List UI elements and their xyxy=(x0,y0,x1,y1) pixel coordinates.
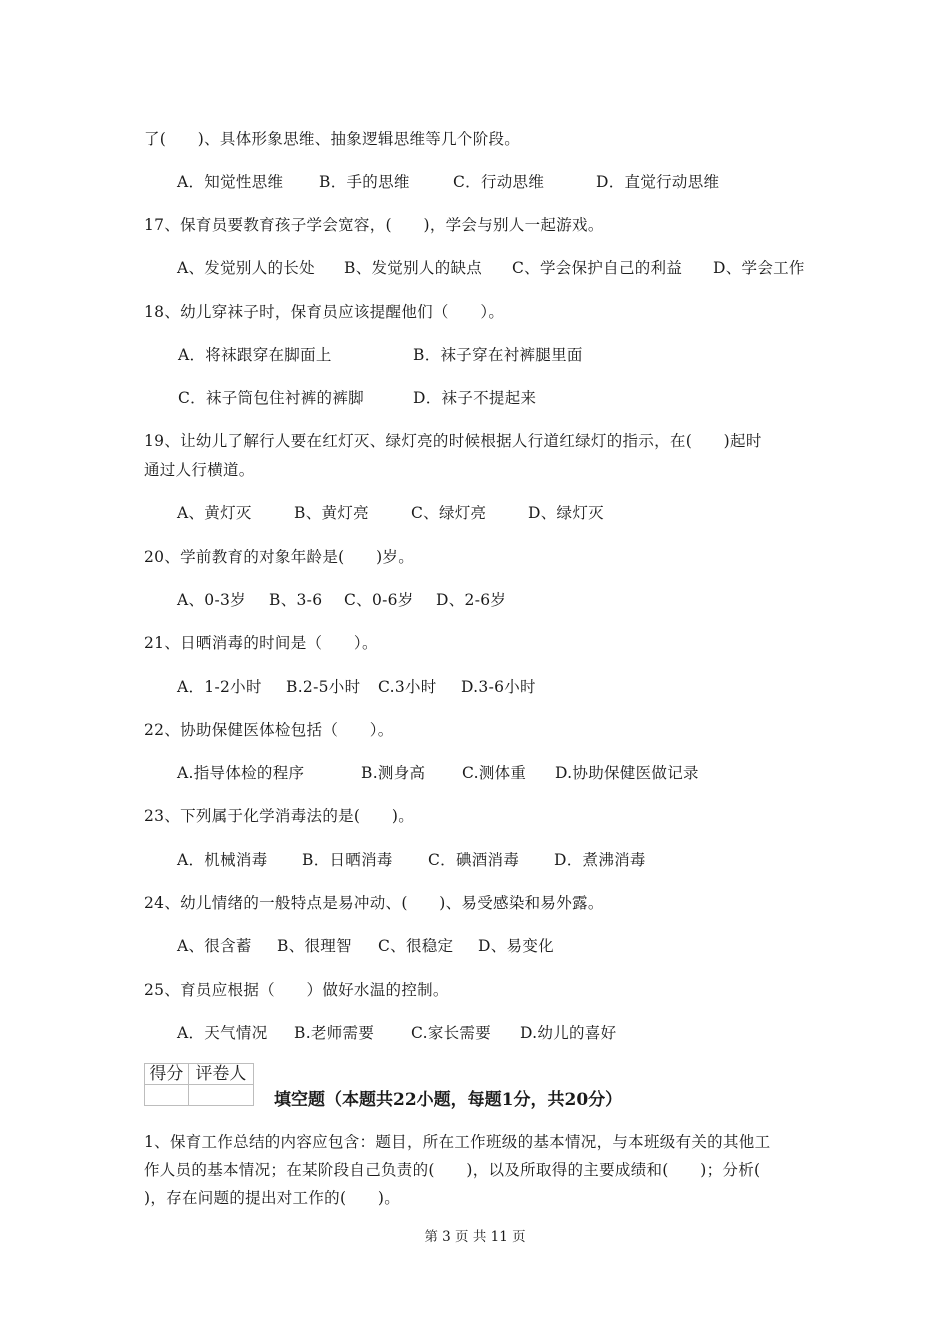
option-21a: A．1-2小时 xyxy=(177,678,262,696)
question-18: 18、幼儿穿袜子时，保育员应该提醒他们（ ）。 xyxy=(144,303,505,321)
question-16-continuation: 了( )、具体形象思维、抽象逻辑思维等几个阶段。 xyxy=(144,130,521,148)
option-16d: D．直觉行动思维 xyxy=(596,173,720,191)
option-22b: B.测身高 xyxy=(361,764,426,782)
question-21: 21、日晒消毒的时间是（ ）。 xyxy=(144,634,378,652)
option-25b: B.老师需要 xyxy=(294,1024,375,1042)
question-23: 23、下列属于化学消毒法的是( )。 xyxy=(144,807,415,825)
fill-question-1-line-3: )，存在问题的提出对工作的( )。 xyxy=(144,1189,401,1207)
option-19c: C、绿灯亮 xyxy=(411,504,487,522)
option-24a: A、很含蓄 xyxy=(177,937,252,955)
option-17b: B、发觉别人的缺点 xyxy=(344,259,483,277)
question-25: 25、育员应根据（ ）做好水温的控制。 xyxy=(144,981,449,999)
option-17c: C、学会保护自己的利益 xyxy=(512,259,683,277)
section-title: 填空题（本题共22小题，每题1分，共20分） xyxy=(274,1090,623,1110)
option-21d: D.3-6小时 xyxy=(461,678,536,696)
option-16b: B．手的思维 xyxy=(319,173,410,191)
option-21b: B.2-5小时 xyxy=(286,678,361,696)
option-19b: B、黄灯亮 xyxy=(294,504,369,522)
grader-label: 评卷人 xyxy=(188,1064,253,1085)
option-20b: B、3-6 xyxy=(269,591,323,609)
question-17: 17、保育员要教育孩子学会宽容，( )，学会与别人一起游戏。 xyxy=(144,216,604,234)
option-23b: B．日晒消毒 xyxy=(302,851,393,869)
option-25d: D.幼儿的喜好 xyxy=(520,1024,617,1042)
score-cell xyxy=(145,1085,189,1106)
grader-cell xyxy=(188,1085,253,1106)
option-18b: B．袜子穿在衬裤腿里面 xyxy=(413,346,583,364)
option-18c: C．袜子筒包住衬裤的裤脚 xyxy=(178,389,364,407)
fill-question-1-line-1: 1、保育工作总结的内容应包含：题目，所在工作班级的基本情况，与本班级有关的其他工 xyxy=(144,1133,771,1151)
question-22: 22、协助保健医体检包括（ ）。 xyxy=(144,721,394,739)
option-20c: C、0-6岁 xyxy=(344,591,414,609)
question-20: 20、学前教育的对象年龄是( )岁。 xyxy=(144,548,415,566)
option-22c: C.测体重 xyxy=(462,764,527,782)
option-24b: B、很理智 xyxy=(277,937,352,955)
option-23a: A．机械消毒 xyxy=(177,851,268,869)
option-21c: C.3小时 xyxy=(378,678,437,696)
option-24d: D、易变化 xyxy=(478,937,554,955)
question-19-line-1: 19、让幼儿了解行人要在红灯灭、绿灯亮的时候根据人行道红绿灯的指示，在( )起时 xyxy=(144,432,762,450)
score-box xyxy=(144,1063,254,1106)
option-23c: C．碘酒消毒 xyxy=(428,851,520,869)
option-16a: A．知觉性思维 xyxy=(177,173,284,191)
option-18a: A．将袜跟穿在脚面上 xyxy=(178,346,332,364)
option-19a: A、黄灯灭 xyxy=(177,504,252,522)
fill-question-1-line-2: 作人员的基本情况；在某阶段自己负责的( )，以及所取得的主要成绩和( )；分析( xyxy=(144,1161,761,1179)
option-20a: A、0-3岁 xyxy=(177,591,246,609)
option-20d: D、2-6岁 xyxy=(436,591,507,609)
option-24c: C、很稳定 xyxy=(378,937,454,955)
option-19d: D、绿灯灭 xyxy=(528,504,604,522)
option-25a: A．天气情况 xyxy=(177,1024,268,1042)
option-18d: D．袜子不提起来 xyxy=(413,389,537,407)
question-19-line-2: 通过人行横道。 xyxy=(144,461,255,479)
option-23d: D．煮沸消毒 xyxy=(554,851,646,869)
option-16c: C．行动思维 xyxy=(453,173,545,191)
page-footer: 第 3 页 共 11 页 xyxy=(424,1229,526,1245)
option-25c: C.家长需要 xyxy=(411,1024,492,1042)
option-22d: D.协助保健医做记录 xyxy=(555,764,699,782)
option-17d: D、学会工作 xyxy=(713,259,805,277)
score-label: 得分 xyxy=(145,1064,189,1085)
question-24: 24、幼儿情绪的一般特点是易冲动、( )、易受感染和易外露。 xyxy=(144,894,604,912)
option-22a: A.指导体检的程序 xyxy=(177,764,305,782)
option-17a: A、发觉别人的长处 xyxy=(177,259,315,277)
